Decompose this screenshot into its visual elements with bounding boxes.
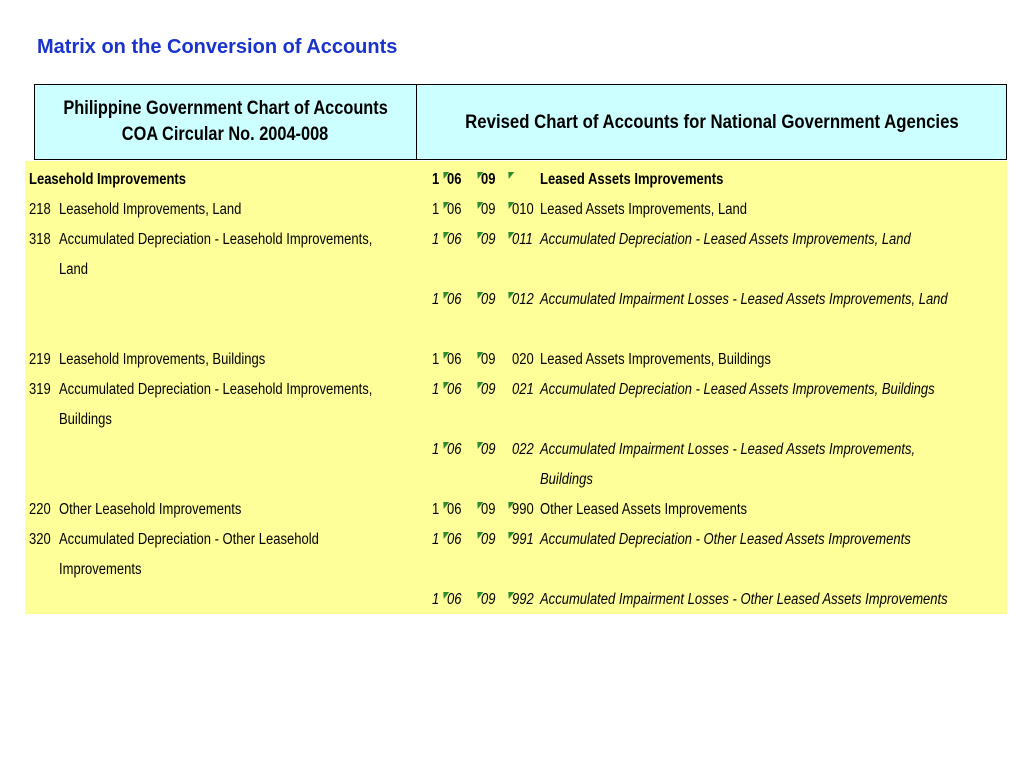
new-account-cell: [428, 285, 1008, 315]
old-account-cell: [25, 585, 410, 615]
new-account-name: Leased Assets Improvements, Buildings: [540, 351, 771, 368]
new-account-name: Buildings: [540, 471, 593, 488]
table-row: [25, 495, 1007, 525]
new-account-name: Accumulated Impairment Losses - Leased Assets Improvements,: [540, 441, 916, 458]
account-code-segment: 1: [432, 351, 440, 368]
old-account-name: Buildings: [59, 411, 112, 428]
header-right-text: Revised Chart of Accounts for National Government Agencies: [464, 111, 959, 133]
account-code-segment: 06: [447, 171, 462, 188]
table-row: [25, 165, 1007, 195]
account-code-segment: 1: [432, 171, 440, 188]
account-code-segment: 09: [481, 501, 496, 518]
old-account-name: Leasehold Improvements, Buildings: [59, 351, 266, 368]
account-code-segment: 06: [447, 441, 462, 458]
new-account-cell: [428, 315, 1008, 345]
new-account-cell: [428, 195, 1008, 225]
table-row: [25, 315, 1007, 345]
account-code-segment: 09: [481, 381, 496, 398]
old-account-cell: [25, 225, 410, 255]
new-account-name: Leased Assets Improvements, Land: [540, 201, 747, 218]
account-code-segment: 990: [512, 501, 534, 518]
account-code-segment: 1: [432, 291, 440, 308]
error-marker-icon: [506, 172, 515, 179]
old-account-name: Improvements: [59, 561, 142, 578]
account-code-segment: 09: [481, 291, 496, 308]
account-code-segment: 020: [512, 351, 534, 368]
table-row: [25, 195, 1007, 225]
old-account-name: Leasehold Improvements, Land: [59, 201, 242, 218]
old-account-name: Land: [59, 261, 88, 278]
old-account-code: 319: [29, 381, 51, 398]
old-account-cell: [25, 255, 410, 285]
old-account-group-title: Leasehold Improvements: [29, 171, 187, 188]
new-account-cell: [428, 345, 1008, 375]
old-account-cell: [25, 405, 410, 435]
account-code-segment: 011: [512, 231, 533, 248]
old-account-name: Accumulated Depreciation - Leasehold Improvements,: [59, 381, 373, 398]
header-left-line2: COA Circular No. 2004-008: [122, 124, 329, 145]
old-account-cell: [25, 195, 410, 225]
new-account-name: Accumulated Impairment Losses - Leased Assets Improvements, Land: [540, 291, 948, 308]
account-code-segment: 06: [447, 531, 462, 548]
old-account-cell: [25, 315, 410, 345]
new-account-cell: [428, 225, 1008, 255]
old-account-name: Accumulated Depreciation - Other Leasehold: [59, 531, 319, 548]
old-account-code: 320: [29, 531, 51, 548]
new-account-cell: [428, 555, 1008, 585]
table-row: [25, 585, 1007, 615]
table-row: [25, 345, 1007, 375]
new-account-name: Accumulated Depreciation - Leased Assets Improvements, Buildings: [540, 381, 935, 398]
table-body: [25, 161, 1007, 614]
table-row: [25, 225, 1007, 255]
header-right-cell: [417, 85, 1006, 159]
old-account-code: 318: [29, 231, 51, 248]
account-code-segment: 1: [432, 381, 440, 398]
account-code-segment: 012: [512, 291, 534, 308]
account-code-segment: 1: [432, 231, 440, 248]
table-row: [25, 435, 1007, 465]
old-account-cell: [25, 555, 410, 585]
account-code-segment: 06: [447, 231, 462, 248]
table-row: [25, 465, 1007, 495]
account-code-segment: 09: [481, 351, 496, 368]
account-code-segment: 06: [447, 201, 462, 218]
header-left-cell: [35, 85, 417, 159]
old-account-name: Other Leasehold Improvements: [59, 501, 242, 518]
account-code-segment: 06: [447, 591, 462, 608]
account-code-segment: 06: [447, 291, 462, 308]
table-row: [25, 375, 1007, 405]
new-account-name: Accumulated Impairment Losses - Other Leased Assets Improvements: [540, 591, 948, 608]
account-code-segment: 09: [481, 591, 496, 608]
new-account-name: Accumulated Depreciation - Other Leased Assets Improvements: [540, 531, 911, 548]
new-account-cell: [428, 465, 1008, 495]
old-account-cell: [25, 345, 410, 375]
new-account-name: Accumulated Depreciation - Leased Assets Improvements, Land: [540, 231, 911, 248]
account-code-segment: 992: [512, 591, 534, 608]
old-account-cell: [25, 495, 410, 525]
new-account-cell: [428, 405, 1008, 435]
old-account-cell: [25, 465, 410, 495]
account-code-segment: 1: [432, 441, 440, 458]
account-code-segment: 1: [432, 501, 440, 518]
account-code-segment: 010: [512, 201, 534, 218]
old-account-code: 219: [29, 351, 51, 368]
account-code-segment: 06: [447, 501, 462, 518]
new-account-cell: [428, 165, 1008, 195]
page-title: Matrix on the Conversion of Accounts: [37, 36, 398, 58]
table-row: [25, 285, 1007, 315]
old-account-code: 220: [29, 501, 51, 518]
new-account-name: Leased Assets Improvements: [540, 171, 724, 188]
account-code-segment: 021: [512, 381, 534, 398]
old-account-cell: [25, 165, 410, 195]
old-account-cell: [25, 285, 410, 315]
account-code-segment: 022: [512, 441, 534, 458]
new-account-cell: [428, 255, 1008, 285]
account-code-segment: 1: [432, 201, 440, 218]
new-account-name: Other Leased Assets Improvements: [540, 501, 747, 518]
table-row: [25, 405, 1007, 435]
old-account-cell: [25, 375, 410, 405]
account-code-segment: 1: [432, 591, 440, 608]
new-account-cell: [428, 435, 1008, 465]
old-account-name: Accumulated Depreciation - Leasehold Improvements,: [59, 231, 373, 248]
old-account-cell: [25, 525, 410, 555]
old-account-cell: [25, 435, 410, 465]
account-code-segment: 09: [481, 441, 496, 458]
new-account-cell: [428, 375, 1008, 405]
table-row: [25, 255, 1007, 285]
new-account-cell: [428, 585, 1008, 615]
account-code-segment: 06: [447, 351, 462, 368]
account-code-segment: 09: [481, 531, 496, 548]
old-account-code: 218: [29, 201, 51, 218]
table-row: [25, 525, 1007, 555]
header-left-line1: Philippine Government Chart of Accounts: [63, 98, 388, 119]
account-code-segment: 09: [481, 171, 496, 188]
new-account-cell: [428, 495, 1008, 525]
account-code-segment: 09: [481, 201, 496, 218]
new-account-cell: [428, 525, 1008, 555]
table-row: [25, 555, 1007, 585]
account-code-segment: 09: [481, 231, 496, 248]
account-code-segment: 991: [512, 531, 534, 548]
account-code-segment: 1: [432, 531, 440, 548]
account-code-segment: 06: [447, 381, 462, 398]
table-header: [34, 84, 1007, 160]
